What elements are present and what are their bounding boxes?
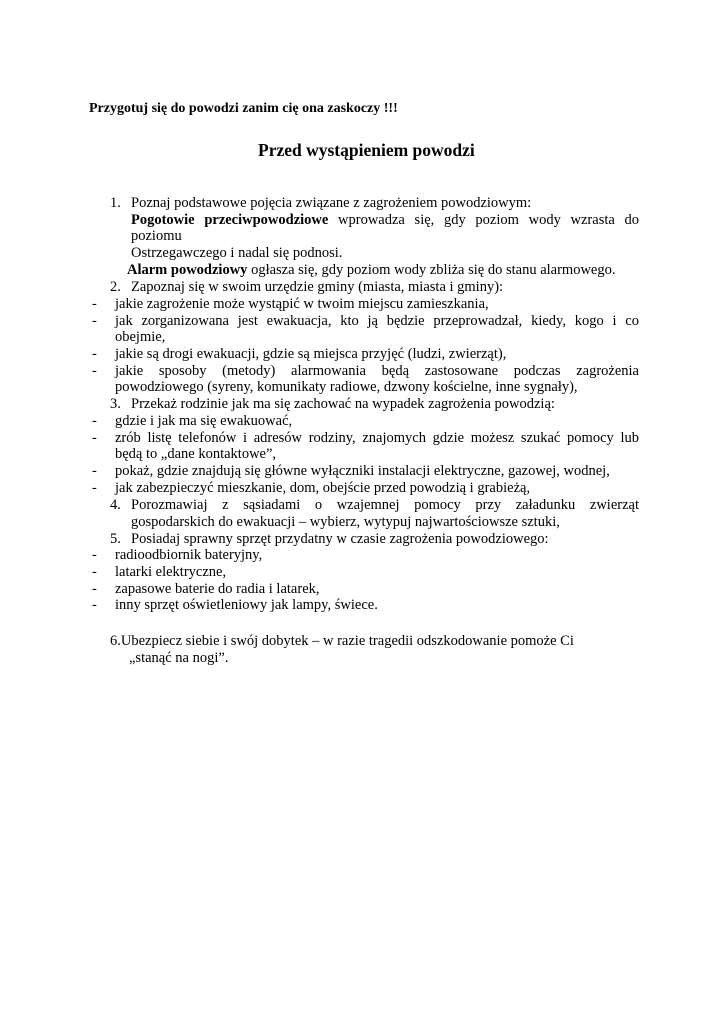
list-item: inny sprzęt oświetleniowy jak lampy, świece.: [115, 597, 378, 613]
item-text-continuation: gospodarskich do ewakuacji – wybierz, wytypuj najwartościowsze sztuki,: [131, 514, 560, 530]
list-item: radioodbiornik bateryjny,: [115, 547, 263, 563]
item-number: 5.: [110, 531, 121, 547]
item-text: Zapoznaj się w swoim urzędzie gminy (miasta, miasta i gminy):: [131, 279, 504, 295]
definition-text: ogłasza się, gdy poziom wody zbliża się do stanu alarmowego.: [247, 262, 616, 278]
list-item: jak zorganizowana jest ewakuacja, kto ją będzie przeprowadzał, kiedy, kogo i co: [115, 313, 639, 329]
item-text: Poznaj podstawowe pojęcia związane z zagrożeniem powodziowym:: [131, 195, 532, 211]
list-item-continuation: będą to „dane kontaktowe”,: [115, 446, 277, 462]
bullet-dash: -: [92, 480, 97, 496]
definition-line: [127, 261, 615, 279]
definition-line: Ostrzegawczego i nadal się podnosi.: [131, 245, 343, 261]
bullet-dash: -: [92, 313, 97, 329]
list-item: jakie zagrożenie może wystąpić w twoim miejscu zamieszkania,: [115, 296, 489, 312]
list-item: gdzie i jak ma się ewakuować,: [115, 413, 293, 429]
document-title: Przygotuj się do powodzi zanim cię ona zaskoczy !!!: [89, 101, 398, 116]
bullet-dash: -: [92, 463, 97, 479]
item-number: 1.: [110, 195, 121, 211]
list-item-continuation: powodziowego (syreny, komunikaty radiowe, dzwony kościelne, inne sygnały),: [115, 379, 578, 395]
item-number: 4.: [110, 497, 121, 513]
section-heading: Przed wystąpieniem powodzi: [258, 140, 475, 160]
list-item: pokaż, gdzie znajdują się główne wyłączniki instalacji elektryczne, gazowej, wodnej,: [115, 463, 610, 479]
list-item: jak zabezpieczyć mieszkanie, dom, obejście przed powodzią i grabieżą,: [115, 480, 531, 496]
definition-line: poziomu: [131, 228, 182, 244]
list-item: zrób listę telefonów i adresów rodziny, znajomych gdzie możesz szukać pomocy lub: [115, 430, 639, 446]
list-item-continuation: obejmie,: [115, 329, 166, 345]
list-item: jakie sposoby (metody) alarmowania będą zastosowane podczas zagrożenia: [115, 363, 639, 379]
item-text-continuation: „stanąć na nogi”.: [129, 650, 229, 666]
bullet-dash: -: [92, 363, 97, 379]
bullet-dash: -: [92, 547, 97, 563]
bullet-dash: -: [92, 581, 97, 597]
bullet-dash: -: [92, 430, 97, 446]
bullet-dash: -: [92, 413, 97, 429]
item-text: Posiadaj sprawny sprzęt przydatny w czasie zagrożenia powodziowego:: [131, 531, 549, 547]
bullet-dash: -: [92, 564, 97, 580]
item-number: 3.: [110, 396, 121, 412]
list-item: latarki elektryczne,: [115, 564, 227, 580]
definition-term: Pogotowie przeciwpowodziowe: [131, 212, 329, 228]
definition-term: Alarm powodziowy: [127, 262, 248, 278]
item-number: 2.: [110, 279, 121, 295]
item-text: Przekaż rodzinie jak ma się zachować na wypadek zagrożenia powodzią:: [131, 396, 555, 412]
definition-line: [131, 211, 639, 229]
list-item: zapasowe baterie do radia i latarek,: [115, 581, 320, 597]
definition-text: wprowadza się, gdy poziom wody wzrasta do: [328, 212, 639, 228]
item-text: 6.Ubezpiecz siebie i swój dobytek – w razie tragedii odszkodowanie pomoże Ci: [110, 633, 574, 649]
bullet-dash: -: [92, 346, 97, 362]
list-item: jakie są drogi ewakuacji, gdzie są miejsca przyjęć (ludzi, zwierząt),: [115, 346, 507, 362]
item-text: Porozmawiaj z sąsiadami o wzajemnej pomocy przy załadunku zwierząt: [131, 497, 639, 513]
bullet-dash: -: [92, 296, 97, 312]
bullet-dash: -: [92, 597, 97, 613]
